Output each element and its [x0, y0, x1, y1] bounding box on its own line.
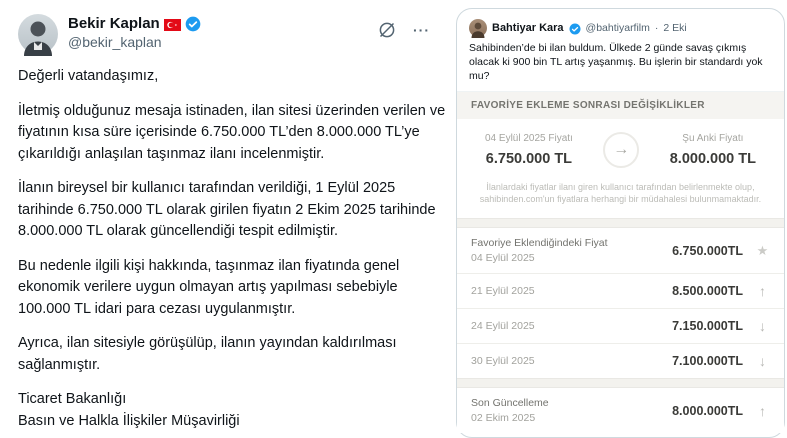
quote-tweet-card[interactable]	[456, 8, 785, 438]
author-info	[68, 14, 367, 50]
arrow-down-icon: ↓	[759, 318, 766, 334]
quote-tweet-text: Sahibinden’de bi ilan buldum. Ülkede 2 günde savaş çıkmış olacak ki 900 bin TL artış yaşanmış. Bu işlerin bir standardı yok mu?	[469, 42, 763, 82]
old-price-block	[485, 133, 573, 167]
section-divider	[457, 218, 784, 228]
tweet-paragraph: İletmiş olduğunuz mesaja istinaden, ilan sitesi üzerinden verilen ve fiyatının kısa süre içerisinde 6.750.000 TL’den 8.000.000 TL’ye çıkarıldığı anlaşılan taşınmaz ilanı incelenmiştir.	[18, 102, 446, 162]
price-disclaimer: İlanlardaki fiyatlar ilanı giren kullanıcı tarafından belirlenmekte olup, sahibinden.com'un fiyatlara herhangi bir müdahalesi bulunmamaktadır.	[457, 179, 784, 218]
price-row-value: 8.000.000TL	[672, 403, 743, 418]
separator-dot: ·	[654, 22, 659, 34]
old-price-label: 04 Eylül 2025 Fiyatı	[485, 133, 573, 144]
price-row	[457, 273, 784, 308]
star-icon: ★	[756, 242, 769, 258]
new-price-block	[670, 133, 756, 167]
tweet-paragraph: İlanın bireysel bir kullanıcı tarafından verildiği, 1 Eylül 2025 tarihinde 6.750.000 TL olarak girilen fiyatın 2 Ekim 2025 tarihinde 8.000.000 TL olarak güncellendiği tespit edilmiştir.	[18, 180, 436, 239]
tweet-signature-org: Ticaret Bakanlığı	[18, 391, 127, 407]
arrow-up-icon: ↑	[759, 283, 766, 299]
arrow-right-icon: →	[603, 132, 639, 168]
old-price-value: 6.750.000 TL	[485, 151, 573, 167]
turkey-flag-icon	[164, 18, 181, 30]
price-row	[457, 308, 784, 343]
price-row-date: 04 Eylül 2025	[471, 252, 535, 264]
arrow-down-icon: ↓	[759, 353, 766, 369]
price-row-date: 02 Ekim 2025	[471, 412, 536, 424]
quote-author-name: Bahtiyar Kara	[492, 22, 564, 34]
screenshot-title: FAVORİYE EKLEME SONRASI DEĞİŞİKLİKLER	[457, 92, 784, 119]
verified-badge-icon	[569, 22, 581, 34]
quote-author-handle: @bahtiyarfilm	[585, 22, 650, 34]
avatar-silhouette-icon	[18, 14, 58, 54]
price-row-date: 30 Eylül 2025	[471, 355, 535, 367]
new-price-value: 8.000.000 TL	[669, 151, 756, 167]
section-divider	[457, 378, 784, 388]
more-menu-icon[interactable]: ···	[413, 22, 430, 38]
tweet-paragraph: Ayrıca, ilan sitesiyle görüşülüp, ilanın yayından kaldırılması sağlanmıştır.	[18, 335, 397, 373]
tweet-actions	[377, 20, 430, 40]
price-row-date: 24 Eylül 2025	[471, 320, 535, 332]
author-avatar[interactable]	[18, 14, 58, 54]
grok-icon[interactable]	[377, 20, 397, 40]
price-row-value: 7.150.000TL	[672, 319, 743, 333]
main-tweet-body	[18, 66, 452, 432]
price-row-value: 7.100.000TL	[672, 354, 743, 368]
price-history-screenshot	[457, 91, 784, 433]
price-row	[457, 343, 784, 378]
verified-badge-icon	[185, 16, 201, 32]
price-row-value: 8.500.000TL	[672, 284, 743, 298]
price-row	[457, 388, 784, 433]
quote-author-avatar	[469, 19, 487, 37]
tweet-paragraph: Bu nedenle ilgili kişi hakkında, taşınmaz ilan fiyatında genel ekonomik verilere uygun olmayan artış yapılması sebebiyle 100.000 TL idari para cezası uygulanmıştır.	[18, 257, 400, 317]
tweet-signature-dept: Basın ve Halkla İlişkiler Müşavirliği	[18, 412, 240, 429]
author-name[interactable]: Bekir Kaplan	[68, 15, 160, 32]
price-comparison	[457, 119, 784, 179]
main-tweet	[18, 14, 452, 432]
price-row-label: Favoriye Eklendiğindeki Fiyat	[471, 237, 608, 249]
price-row	[457, 228, 784, 273]
quote-tweet-header	[457, 9, 784, 37]
price-row-label: Son Güncelleme	[471, 397, 549, 409]
quote-tweet-date: 2 Eki	[663, 22, 687, 34]
main-tweet-header	[18, 14, 452, 54]
tweet-paragraph: Değerli vatandaşımız,	[18, 68, 159, 84]
arrow-up-icon: ↑	[759, 402, 766, 419]
author-handle[interactable]: @bekir_kaplan	[68, 34, 162, 50]
price-row-value: 6.750.000TL	[672, 243, 743, 258]
price-row-date: 21 Eylül 2025	[471, 285, 535, 297]
new-price-label: Şu Anki Fiyatı	[682, 133, 744, 144]
avatar-silhouette-icon	[469, 19, 487, 37]
